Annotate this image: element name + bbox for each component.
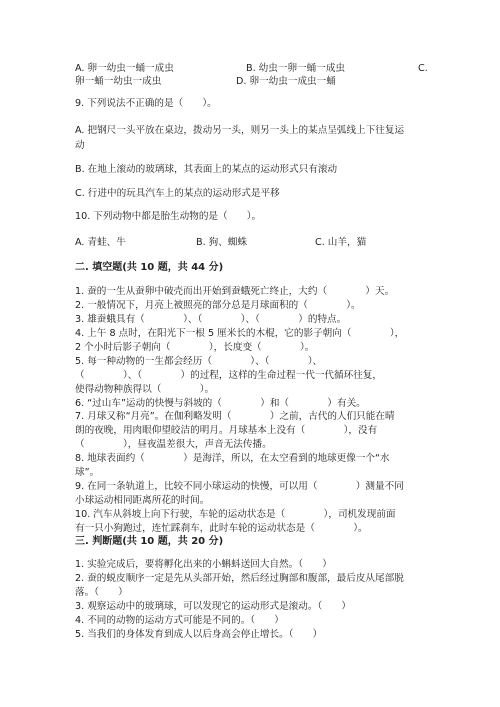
section-2-line: 球”。 xyxy=(75,467,100,478)
section-2-line: 9. 在同一条轨道上，比较不同小球运动的快慢，可以用（ ）测量不同 xyxy=(75,481,404,492)
q9-option-c: C. 行进中的玩具汽车上的某点的运动形式是平移 xyxy=(75,188,280,199)
q8-option-c-label: C. xyxy=(418,63,428,74)
q10-option-c: C. 山羊，猫 xyxy=(315,237,367,248)
q8-option-d: D. 卵一幼虫一成虫一蛹 xyxy=(236,76,336,87)
q10-stem: 10. 下列动物中都是胎生动物的是（ ）。 xyxy=(75,211,262,222)
q8-option-c-text: 卵一蛹一幼虫一成虫 xyxy=(75,76,162,87)
q8-option-a: A. 卵一幼虫一蛹一成虫 xyxy=(75,63,174,74)
q8-option-b: B. 幼虫一卵一蛹一成虫 xyxy=(246,63,346,74)
q9-option-b: B. 在地上滚动的玻璃球，其表面上的某点的运动形式只有滚动 xyxy=(75,164,338,175)
section-2-line: 1. 蚕的一生从蚕卵中破壳而出开始到蚕蛾死亡终止，大约（ ）天。 xyxy=(75,286,395,297)
q10-option-b: B. 狗、蜘蛛 xyxy=(196,237,248,248)
section-2-line: 2. 一般情况下，月亮上被照亮的部分总是月球面积的（ ）。 xyxy=(75,300,361,311)
section-3-line: 5. 当我们的身体发育到成人以后身高会停止增长。（ ） xyxy=(75,629,323,640)
section-2-line: 使得动物种族得以（ ）。 xyxy=(75,384,215,395)
section-2-line: 8. 地球表面约（ ）是海洋，所以，在太空看到的地球更像一个“水 xyxy=(75,453,390,464)
section-3-line: 落。（ ） xyxy=(75,587,128,598)
section-2-line: 7. 月球又称“月亮”。在伽利略发明（ ）之前，古代的人们只能在晴 xyxy=(75,411,395,422)
q9-stem: 9. 下列说法不正确的是（ ）。 xyxy=(75,98,217,109)
section-2-title: 二. 填空题(共 10 题，共 44 分) xyxy=(75,262,224,273)
section-2-line: 3. 雄蚕蛾具有（ ）、（ ）、（ ）的特点。 xyxy=(75,314,347,325)
q10-option-a: A. 青蛙、牛 xyxy=(75,237,126,248)
section-3-line: 3. 观察运动中的玻璃球，可以发现它的运动形式是滚动。（ ） xyxy=(75,601,352,612)
section-3-title: 三. 判断题(共 10 题，共 20 分) xyxy=(75,536,224,547)
section-2-line: 有一只小狗跑过，连忙踩刹车，此时车轮的运动状态是（ ）。 xyxy=(75,523,368,534)
section-2-line: （ ），昼夜温差很大，声音无法传播。 xyxy=(75,439,272,450)
section-2-line: 4. 上午 8 点时，在阳光下一根 5 厘米长的木棍，它的影子朝向（ ）， xyxy=(75,328,405,339)
q9-option-a-line1: A. 把钢尺一头平放在桌边，拨动另一头，则另一头上的某点呈弧线上下往复运 xyxy=(75,125,405,136)
section-2-line: 小球运动相同距离所花的时间。 xyxy=(75,495,210,506)
section-2-line: 10. 汽车从斜坡上向下行驶，车轮的运动状态是（ ），司机发现前面 xyxy=(75,509,396,520)
section-3-line: 1. 实验完成后，要将孵化出来的小蝌蚪送回大自然。（ ） xyxy=(75,559,332,570)
section-3-line: 2. 蚕的蜕皮顺序一定是先从头部开始，然后经过胸部和腹部，最后皮从尾部脱 xyxy=(75,573,404,584)
q9-option-a-line2: 动 xyxy=(75,140,85,151)
section-2-line: 朗的夜晚，用肉眼仰望皎洁的明月。月球基本上没有（ ），没有 xyxy=(75,425,378,436)
section-3-line: 4. 不同的动物的运动方式可能是不同的。（ ） xyxy=(75,615,284,626)
section-2-line: 5. 每一种动物的一生都会经历（ ）、（ ）、 xyxy=(75,356,323,367)
section-2-line: 2 个小时后影子朝向（ ），长度变（ ）。 xyxy=(75,342,315,353)
section-2-line: 6. “过山车”运动的快慢与斜坡的（ ）和（ ）有关。 xyxy=(75,398,366,409)
section-2-line: （ ）、（ ）的过程，这样的生命过程一代一代循环往复， xyxy=(75,370,382,381)
